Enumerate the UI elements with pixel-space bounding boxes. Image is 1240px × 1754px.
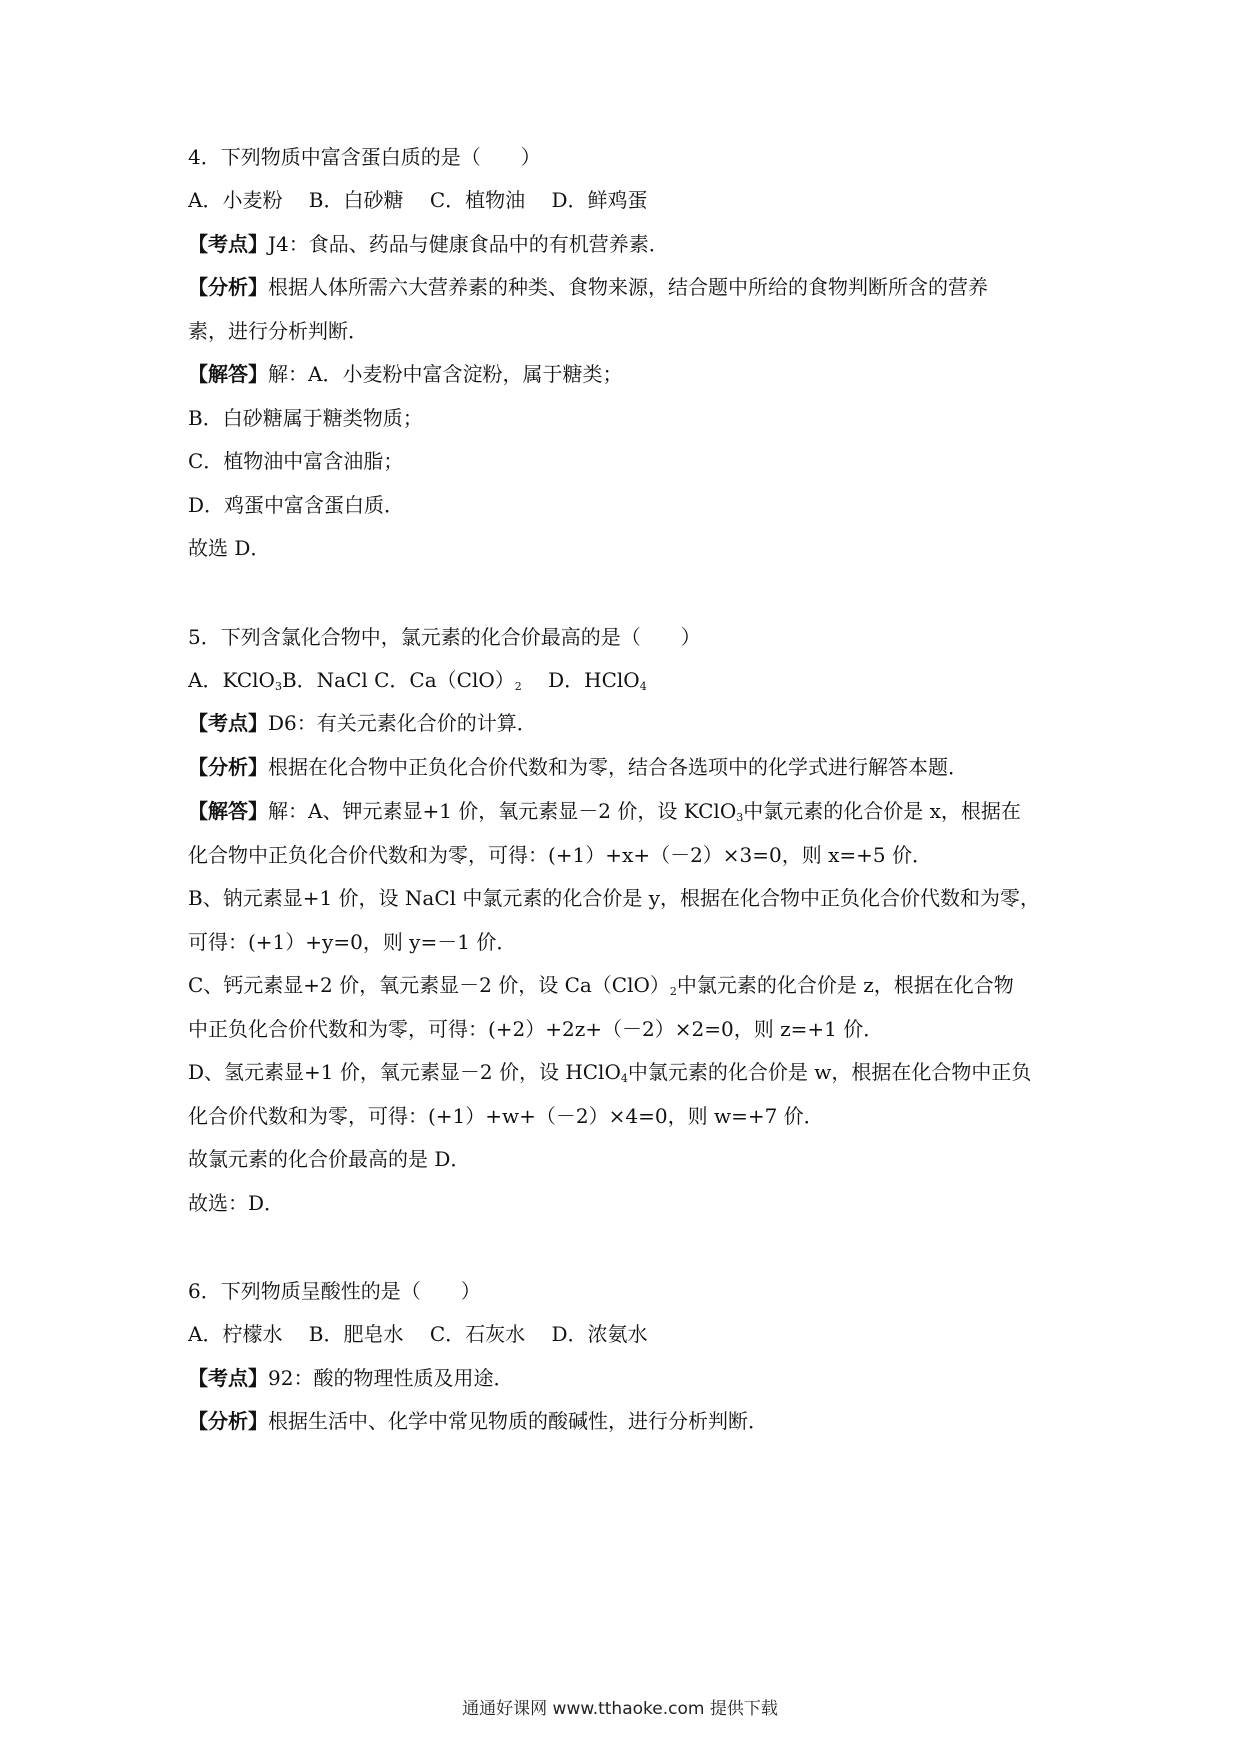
- q4-stem: 4．下列物质中富含蛋白质的是（ ）: [188, 145, 541, 169]
- q4-fenxi-cont: 素，进行分析判断．: [188, 319, 368, 343]
- q5-jieda-4: 可得：(+1）+y=0，则 y=－1 价．: [188, 930, 517, 954]
- jieda-text: D、氢元素显+1 价，氧元素显－2 价，设 HClO: [188, 1060, 621, 1084]
- q5-jieda: [188, 797, 1068, 825]
- q5-stem: 5．下列含氯化合物中，氯元素的化合价最高的是（ ）: [188, 625, 701, 649]
- jieda-text: C、钙元素显+2 价，氧元素显－2 价，设 Ca（ClO）: [188, 973, 670, 997]
- fenxi-text: 根据人体所需六大营养素的种类、食物来源，结合题中所给的食物判断所含的营养: [268, 275, 988, 299]
- subscript: 2: [669, 985, 677, 998]
- q6-options: A．柠檬水 B．肥皂水 C．石灰水 D．浓氨水: [188, 1322, 648, 1346]
- q5-options: [188, 666, 1068, 694]
- jieda-text: 中氯元素的化合价是 z，根据在化合物: [676, 973, 1014, 997]
- q5-option-d: D．HClO: [521, 668, 640, 692]
- q5-jieda-6: 中正负化合价代数和为零，可得：(+2）+2z+（－2）×2=0，则 z=+1 价．: [188, 1017, 884, 1041]
- subscript: 3: [274, 680, 282, 693]
- kaodian-tag: 【考点】: [188, 711, 268, 735]
- q5-conclusion: 故氯元素的化合价最高的是 D．: [188, 1147, 471, 1171]
- subscript: 3: [736, 811, 744, 824]
- kaodian-text: J4：食品、药品与健康食品中的有机营养素．: [268, 232, 669, 256]
- q5-option-bc: B．NaCl C．Ca（ClO）: [281, 668, 515, 692]
- q6-stem: 6．下列物质呈酸性的是（ ）: [188, 1279, 481, 1303]
- subscript: 2: [514, 680, 522, 693]
- q4-jieda-d: D．鸡蛋中富含蛋白质．: [188, 493, 405, 517]
- fenxi-tag: 【分析】: [188, 275, 268, 299]
- page-footer: 通通好课网 www.tthaoke.com 提供下载: [462, 1699, 778, 1719]
- jieda-text: 解：A．小麦粉中富含淀粉，属于糖类；: [268, 362, 623, 386]
- jieda-text: 解：A、钾元素显+1 价，氧元素显－2 价，设 KClO: [268, 799, 737, 823]
- subscript: 4: [639, 680, 647, 693]
- kaodian-text: D6：有关元素化合价的计算．: [268, 711, 537, 735]
- subscript: 4: [620, 1072, 628, 1085]
- q5-jieda-7: [188, 1058, 1068, 1086]
- q5-jieda-2: 化合物中正负化合价代数和为零，可得：(+1）+x+（－2）×3=0，则 x=+5 价．: [188, 843, 933, 867]
- jieda-tag: 【解答】: [188, 799, 268, 823]
- jieda-text: 中氯元素的化合价是 x，根据在: [743, 799, 1021, 823]
- q5-kaodian: [188, 709, 1068, 737]
- q4-jieda: [188, 360, 1068, 388]
- q5-jieda-5: [188, 971, 1068, 999]
- q5-option-a: A．KClO: [188, 668, 275, 692]
- fenxi-tag: 【分析】: [188, 755, 268, 779]
- q6-kaodian: [188, 1364, 1068, 1392]
- fenxi-tag: 【分析】: [188, 1409, 268, 1433]
- jieda-text: 中氯元素的化合价是 w，根据在化合物中正负: [627, 1060, 1032, 1084]
- q5-jieda-8: 化合价代数和为零，可得：(+1）+w+（－2）×4=0，则 w=+7 价．: [188, 1104, 824, 1128]
- fenxi-text: 根据在化合物中正负化合价代数和为零，结合各选项中的化学式进行解答本题．: [268, 755, 968, 779]
- q4-options: A．小麦粉 B．白砂糖 C．植物油 D．鲜鸡蛋: [188, 188, 648, 212]
- kaodian-text: 92：酸的物理性质及用途．: [268, 1366, 514, 1390]
- q5-answer: 故选：D．: [188, 1191, 285, 1215]
- kaodian-tag: 【考点】: [188, 1366, 268, 1390]
- q6-fenxi: [188, 1407, 1068, 1435]
- q4-kaodian: [188, 230, 1068, 258]
- jieda-tag: 【解答】: [188, 362, 268, 386]
- fenxi-text: 根据生活中、化学中常见物质的酸碱性，进行分析判断．: [268, 1409, 768, 1433]
- q4-jieda-b: B．白砂糖属于糖类物质；: [188, 406, 423, 430]
- q4-jieda-c: C．植物油中富含油脂；: [188, 449, 404, 473]
- q4-answer: 故选 D．: [188, 536, 271, 560]
- q5-fenxi: [188, 753, 1068, 781]
- q5-jieda-3: B、钠元素显+1 价，设 NaCl 中氯元素的化合价是 y，根据在化合物中正负化合价代数和为零，: [188, 886, 1041, 910]
- kaodian-tag: 【考点】: [188, 232, 268, 256]
- q4-fenxi: [188, 273, 1068, 301]
